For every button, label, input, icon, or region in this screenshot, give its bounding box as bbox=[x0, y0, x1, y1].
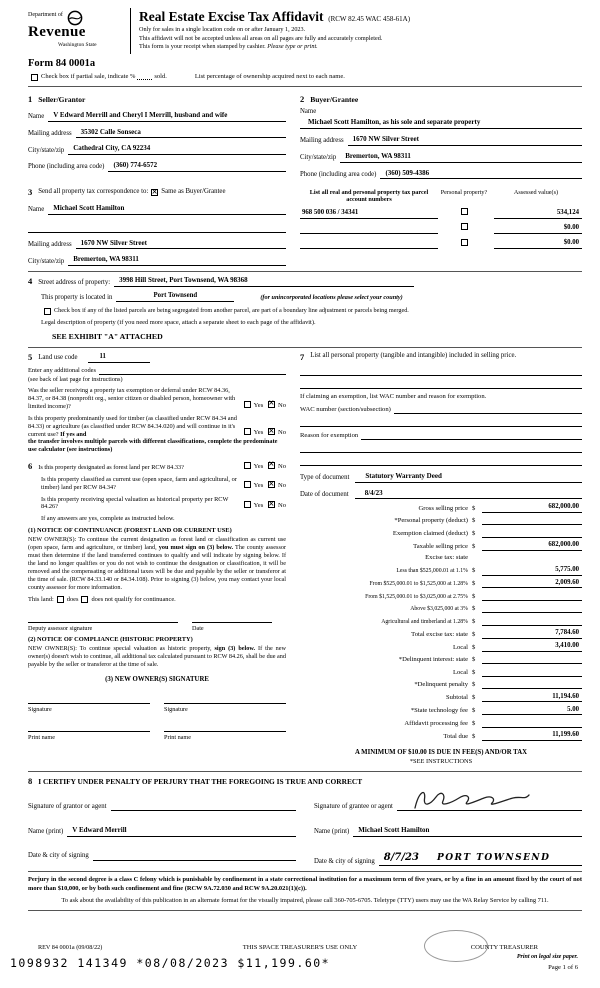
land-use-section bbox=[28, 352, 286, 766]
tax-value-field[interactable] bbox=[482, 604, 582, 613]
ownership-percentage-note: List percentage of ownership acquired next to each name. bbox=[194, 73, 345, 81]
deferral-question: Was the seller receiving a property tax exemption or deferral under RCW 84.36, 84.37, or 84.38 (nonprofit org., senior citizen or disabled person, homeowner with limited income)? bbox=[28, 387, 236, 411]
form-head bbox=[28, 57, 582, 81]
same-as-buyer-checkbox[interactable] bbox=[151, 189, 158, 196]
if-yes-note: If any answers are yes, complete as instructed below. bbox=[41, 515, 175, 523]
tax-value-field[interactable]: 11,199.60 bbox=[482, 731, 582, 740]
print-legal-note: Print on legal size paper. bbox=[516, 954, 578, 960]
personal-property-list-field[interactable] bbox=[300, 363, 582, 376]
assessed-value-field[interactable]: $0.00 bbox=[494, 224, 582, 234]
tax-value-field[interactable]: 682,000.00 bbox=[482, 541, 582, 550]
document-type-field[interactable]: Statutory Warranty Deed bbox=[355, 472, 582, 483]
subtotal-row: Subtotal $ 11,194.60 bbox=[300, 693, 582, 702]
parcel-number-field[interactable] bbox=[300, 224, 438, 234]
parcel-row bbox=[300, 223, 582, 234]
land-use-code-label: Land use code bbox=[38, 354, 78, 362]
handwritten-signature bbox=[409, 786, 534, 814]
name-label: Name bbox=[28, 206, 45, 214]
date-city-label: Date & city of signing bbox=[314, 857, 375, 865]
buyer-phone-row bbox=[300, 169, 582, 180]
seller-mailing-row bbox=[28, 128, 286, 139]
grantee-signature-field[interactable] bbox=[397, 802, 582, 811]
tier1-rate-row: Less than $525,000.01 at 1.1% $ 5,775.00 bbox=[300, 566, 582, 575]
assessed-value-field[interactable]: 534,124 bbox=[494, 209, 582, 219]
correspondence-csz-row bbox=[28, 255, 286, 266]
buyer-phone-field[interactable]: (360) 509-4386 bbox=[380, 169, 582, 180]
dollar-sign: $ bbox=[472, 617, 476, 625]
buyer-grantee-section bbox=[300, 91, 582, 179]
tax-value-field[interactable]: 2,009.60 bbox=[482, 579, 582, 588]
yes-label: Yes bbox=[253, 482, 264, 490]
tax-value-field[interactable] bbox=[482, 516, 582, 525]
header-divider bbox=[130, 8, 131, 54]
correspondence-name-field[interactable]: Michael Scott Hamilton bbox=[48, 204, 286, 215]
parcel-table bbox=[300, 187, 582, 266]
mailing-address-label: Mailing address bbox=[28, 241, 72, 248]
located-in-label: This property is located in bbox=[41, 293, 113, 301]
blank-field[interactable] bbox=[300, 440, 582, 453]
dollar-sign: $ bbox=[472, 694, 476, 702]
seller-name-field[interactable]: V Edward Merrill and Cheryl I Merrill, husband and wife bbox=[48, 111, 286, 122]
street-address-label: Street address of property: bbox=[38, 278, 111, 286]
additional-codes-field[interactable] bbox=[99, 367, 286, 375]
blank-field[interactable] bbox=[28, 221, 286, 233]
name-label: Name bbox=[28, 113, 45, 121]
personal-property-deduct-row: *Personal property (deduct) $ bbox=[300, 516, 582, 525]
tax-value-field[interactable] bbox=[482, 592, 582, 601]
footer bbox=[0, 936, 600, 988]
tax-table bbox=[300, 503, 582, 741]
grantor-signature-field[interactable] bbox=[111, 802, 296, 811]
section-4-number: 4 bbox=[28, 276, 33, 287]
section-7-number: 7 bbox=[300, 351, 305, 362]
grantee-date-city-field[interactable] bbox=[379, 852, 582, 867]
tax-value-field[interactable]: 682,000.00 bbox=[482, 503, 582, 512]
local-tax-row: Local $ 3,410.00 bbox=[300, 642, 582, 651]
new-owner-signature-title: (3) NEW OWNER(S) SIGNATURE bbox=[105, 676, 209, 684]
section-3-heading bbox=[28, 187, 286, 198]
legal-description-label: Legal description of property (if you need more space, attach a separate sheet to each page of the affidavit). bbox=[41, 319, 316, 327]
dollar-sign: $ bbox=[472, 707, 476, 715]
page-indicator: Page 1 of 6 bbox=[548, 964, 578, 971]
section-5-number: 5 bbox=[28, 351, 33, 362]
header-title-block bbox=[139, 8, 582, 52]
total-due-row: Total due $ 11,199.60 bbox=[300, 731, 582, 740]
grantor-date-city-field[interactable] bbox=[93, 852, 296, 861]
timber-question: Is this property predominantly used for timber (as classified under RCW 84.34 and 84.33) or agriculture (as classified under RCW 84.34.020) and will continue in it's current use? bbox=[28, 414, 237, 438]
phone-label: Phone (including area code) bbox=[28, 163, 105, 171]
historic-yes-checkbox[interactable] bbox=[244, 501, 251, 508]
perjury-statement: Perjury in the second degree is a class C felony which is punishable by confinement in a state correctional institution for a maximum term of five years, or by a fine in an amount fixed by the court of not more than $10,000, or by both such confinement and fine (RCW 9A.72.030 and RCW 9A.20.021(1)(c)). bbox=[28, 876, 582, 892]
legal-description-value: SEE EXHIBIT "A" ATTACHED bbox=[52, 332, 163, 342]
county-treasurer-label: COUNTY TREASURER bbox=[470, 944, 538, 951]
dollar-sign: $ bbox=[472, 580, 476, 588]
additional-codes-label: Enter any additional codes bbox=[28, 366, 96, 374]
partial-sale-row bbox=[28, 73, 582, 81]
same-as-buyer-label: Same as Buyer/Grantee bbox=[161, 188, 226, 196]
partial-sale-label: Check box if partial sale, indicate % bbox=[41, 73, 136, 81]
dollar-sign: $ bbox=[472, 517, 476, 525]
personal-property-list-label: List all personal property (tangible and intangible) included in selling price. bbox=[310, 351, 517, 359]
exemption-intro-label: If claiming an exemption, list WAC number and reason for exemption. bbox=[300, 392, 487, 400]
seller-phone-field[interactable]: (360) 774-6572 bbox=[108, 161, 286, 172]
segregated-label: Check box if any of the listed parcels are being segregated from another parcel, are part of a boundary line adjustment or parcels being merged. bbox=[54, 307, 409, 315]
tax-value-field[interactable] bbox=[482, 529, 582, 538]
header bbox=[28, 8, 582, 54]
correspondence-mailing-field[interactable]: 1670 NW Silver Street bbox=[76, 239, 286, 250]
tax-value-field[interactable]: 5.00 bbox=[482, 706, 582, 715]
section-2-number: 2 bbox=[300, 94, 305, 105]
current-use-yes-checkbox[interactable] bbox=[244, 481, 251, 488]
buyer-mailing-row bbox=[300, 135, 582, 146]
page-title: Real Estate Excise Tax Affidavit bbox=[139, 9, 324, 24]
street-address-field[interactable]: 3998 Hill Street, Port Townsend, WA 98368 bbox=[114, 276, 414, 287]
seller-mailing-field[interactable]: 35302 Calle Sonseca bbox=[76, 128, 286, 139]
deferral-no-checkbox[interactable] bbox=[268, 401, 275, 408]
tax-computation-section bbox=[300, 352, 582, 766]
personal-property-checkbox[interactable] bbox=[461, 223, 468, 230]
forest-land-question: Is this property designated as forest land per RCW 84.33? bbox=[38, 463, 184, 471]
historic-question: Is this property receiving special valuation as historical property per RCW 84.26? bbox=[41, 495, 229, 511]
does-label: does bbox=[66, 595, 79, 603]
handwritten-city: PORT TOWNSEND bbox=[436, 852, 551, 863]
dollar-sign: $ bbox=[472, 732, 476, 740]
forest-land-question-row bbox=[28, 461, 286, 472]
agricultural-rate-row: Agricultural and timberland at 1.28% $ bbox=[300, 617, 582, 626]
city-state-zip-label: City/state/zip bbox=[28, 146, 65, 154]
washington-state-label: Washington State bbox=[58, 41, 97, 48]
personal-property-header: Personal property? bbox=[440, 189, 488, 197]
predominate-use-note: the transfer involves multiple parcels with different classifications, complete the predominate use calculator (see instructions) bbox=[28, 438, 278, 454]
parcel-number-field[interactable]: 968 500 036 / 34341 bbox=[300, 209, 438, 219]
certify-statement: I CERTIFY UNDER PENALTY OF PERJURY THAT THE FOREGOING IS TRUE AND CORRECT bbox=[38, 777, 363, 787]
dollar-sign: $ bbox=[472, 719, 476, 727]
sold-label: sold. bbox=[154, 73, 167, 81]
document-date-label: Date of document bbox=[300, 490, 349, 498]
document-type-label: Type of document bbox=[300, 474, 350, 482]
property-location-section bbox=[28, 276, 582, 342]
grantee-print-name-field[interactable]: Michael Scott Hamilton bbox=[353, 826, 582, 837]
wac-number-label: WAC number (section/subsection) bbox=[300, 405, 391, 413]
blank-field[interactable] bbox=[300, 414, 582, 427]
buyer-csz-field[interactable]: Bremerton, WA 98311 bbox=[340, 152, 582, 163]
tax-correspondence-section bbox=[28, 187, 582, 266]
name-label: Name bbox=[300, 107, 317, 115]
excise-tax-state-row: Excise tax: state bbox=[425, 554, 468, 562]
section-3-number: 3 bbox=[28, 187, 33, 198]
delinquent-interest-state-row: *Delinquent interest: state $ bbox=[300, 655, 582, 664]
section-divider bbox=[28, 771, 582, 772]
treasurer-use-only-label: THIS SPACE TREASURER'S USE ONLY bbox=[242, 944, 358, 951]
new-owner-signature-field[interactable] bbox=[28, 701, 150, 704]
notice-of-continuance-text: NEW OWNER(S): To continue the current designation as forest land or classification as current use (open space, farm and agriculture, or timber) land, you must sign on (3) below. The county assessor must then determine if the land transferred continues to qualify and will indicate by signing below. If the land no longer qualifies or you do not wish to continue the designation or classification, it will be removed and the compensating or additional taxes will be due and payable by the seller or transferor at the time of sale. (RCW 84.33.140 or 84.34.108). Prior to signing (3) below, you may contact your local county assessor for more information. bbox=[28, 536, 287, 591]
historic-no-checkbox[interactable] bbox=[268, 501, 275, 508]
dollar-sign: $ bbox=[472, 656, 476, 664]
signature-label: Signature bbox=[164, 705, 188, 713]
does-not-checkbox[interactable] bbox=[81, 596, 88, 603]
buyer-csz-row bbox=[300, 152, 582, 163]
seller-name-row bbox=[28, 111, 286, 122]
tier4-rate-row: Above $3,025,000 at 3% $ bbox=[300, 604, 582, 613]
section-6-number: 6 bbox=[28, 461, 33, 472]
dollar-sign: $ bbox=[472, 567, 476, 575]
exemption-reason-field[interactable] bbox=[361, 430, 582, 440]
correspondence-csz-field[interactable]: Bremerton, WA 98311 bbox=[68, 255, 286, 266]
city-state-zip-label: City/state/zip bbox=[300, 154, 337, 162]
dollar-sign: $ bbox=[472, 504, 476, 512]
phone-label: Phone (including area code) bbox=[300, 170, 377, 178]
does-not-label: does not qualify for continuance. bbox=[91, 595, 176, 603]
accessibility-note: To ask about the availability of this publication in an alternate format for the visually impaired, please call 360-705-6705. Teletype (TTY) users may use the WA Relay Service by calling 711. bbox=[61, 896, 549, 904]
parties-section bbox=[28, 91, 582, 179]
date-city-label: Date & city of signing bbox=[28, 852, 89, 860]
notice-of-compliance-text: NEW OWNER(S): To continue special valuation as historic property, sign (3) below. If the new owner(s) doesn't wish to continue, all additional tax calculated pursuant to RCW 84.26, shall be due and payable by the seller or transferor at the time of sale. bbox=[28, 645, 286, 669]
correspondence-name-row bbox=[28, 204, 286, 215]
tax-value-field[interactable] bbox=[482, 617, 582, 626]
exemption-claimed-row: Exemption claimed (deduct) $ bbox=[300, 529, 582, 538]
handwritten-date: 8/7/23 bbox=[383, 851, 419, 863]
assessed-value-header: Assessed value(s) bbox=[513, 189, 559, 197]
parcel-row bbox=[300, 208, 582, 219]
current-use-question-row bbox=[41, 476, 286, 492]
does-checkbox[interactable] bbox=[57, 596, 64, 603]
correspondence-mailing-row bbox=[28, 239, 286, 250]
deputy-assessor-signature-label: Deputy assessor signature bbox=[28, 624, 93, 632]
total-excise-state-row: Total excise tax: state $ 7,784.60 bbox=[300, 629, 582, 638]
name-print-label: Name (print) bbox=[28, 828, 64, 836]
dollar-sign: $ bbox=[472, 605, 476, 613]
dollar-sign: $ bbox=[472, 542, 476, 550]
grantee-signature-label: Signature of grantee or agent bbox=[314, 802, 393, 810]
seller-phone-row bbox=[28, 161, 286, 172]
tax-value-field[interactable]: 7,784.60 bbox=[482, 629, 582, 638]
dor-logo bbox=[28, 8, 126, 49]
perjury-section bbox=[28, 876, 582, 905]
wac-number-field[interactable] bbox=[394, 404, 582, 414]
processing-fee-row: Affidavit processing fee $ bbox=[300, 719, 582, 728]
personal-property-checkbox[interactable] bbox=[461, 208, 468, 215]
tax-value-field[interactable] bbox=[482, 655, 582, 664]
gross-selling-price-row: Gross selling price $ 682,000.00 bbox=[300, 503, 582, 512]
delinquent-interest-local-row: Local $ bbox=[300, 668, 582, 677]
deputy-date-field[interactable] bbox=[192, 620, 272, 623]
section-1-number: 1 bbox=[28, 94, 33, 105]
personal-property-checkbox[interactable] bbox=[461, 239, 468, 246]
land-use-code-field[interactable]: 11 bbox=[88, 353, 150, 362]
new-owner-print-name-field[interactable] bbox=[28, 729, 150, 732]
tier3-rate-row: From $1,525,000.01 to $3,025,000 at 2.75% $ bbox=[300, 592, 582, 601]
no-label: No bbox=[277, 429, 286, 437]
deferral-yes-checkbox[interactable] bbox=[244, 401, 251, 408]
tier2-rate-row: From $525,000.01 to $1,525,000 at 1.28% $ 2,009.60 bbox=[300, 579, 582, 588]
parcel-number-field[interactable] bbox=[300, 239, 438, 249]
forest-no-checkbox[interactable] bbox=[268, 462, 275, 469]
forest-yes-checkbox[interactable] bbox=[244, 462, 251, 469]
partial-sale-checkbox[interactable] bbox=[31, 74, 38, 81]
historic-question-row bbox=[41, 496, 286, 512]
dollar-sign: $ bbox=[472, 529, 476, 537]
new-owner-print-name-field[interactable] bbox=[164, 729, 286, 732]
section-divider bbox=[28, 871, 582, 872]
new-owner-signature-field[interactable] bbox=[164, 701, 286, 704]
taxable-selling-price-row: Taxable selling price $ 682,000.00 bbox=[300, 541, 582, 550]
continuance-qualify-row bbox=[28, 596, 286, 604]
technology-fee-row: *State technology fee $ 5.00 bbox=[300, 706, 582, 715]
section-divider bbox=[28, 86, 582, 87]
seller-grantor-section bbox=[28, 91, 286, 179]
dollar-sign: $ bbox=[472, 630, 476, 638]
department-of-label: Department of bbox=[28, 12, 63, 18]
section-divider bbox=[28, 271, 582, 272]
document-date-field[interactable]: 8/4/23 bbox=[355, 489, 582, 500]
seller-csz-field[interactable]: Cathedral City, CA 92234 bbox=[68, 144, 286, 155]
print-name-label: Print name bbox=[164, 734, 191, 742]
rev-form-number: REV 84 0001a (09/08/22) bbox=[38, 944, 103, 951]
delinquent-penalty-row: *Delinquent penalty $ bbox=[300, 680, 582, 689]
dollar-sign: $ bbox=[472, 592, 476, 600]
section-8-number: 8 bbox=[28, 776, 33, 787]
revenue-wordmark: Revenue bbox=[28, 24, 86, 40]
deputy-assessor-signature-field[interactable] bbox=[28, 620, 178, 623]
segregated-checkbox[interactable] bbox=[44, 308, 51, 315]
notice-of-compliance-title: (2) NOTICE OF COMPLIANCE (HISTORIC PROPERTY) bbox=[28, 636, 193, 644]
notice-of-continuance-title: (1) NOTICE OF CONTINUANCE (FOREST LAND OR CURRENT USE) bbox=[28, 527, 232, 535]
header-note-3: This form is your receipt when stamped by cashier. Please type or print. bbox=[139, 43, 318, 51]
mailing-address-label: Mailing address bbox=[300, 137, 344, 145]
dollar-sign: $ bbox=[472, 643, 476, 651]
grantor-signature-label: Signature of grantor or agent bbox=[28, 802, 107, 810]
buyer-name-field[interactable]: Michael Scott Hamilton, as his sole and separate property bbox=[300, 118, 582, 129]
no-label: No bbox=[277, 462, 286, 470]
seller-grantor-title: Seller/Grantor bbox=[38, 95, 86, 105]
tax-value-field[interactable]: 11,194.60 bbox=[482, 693, 582, 702]
certification-section bbox=[28, 776, 582, 866]
city-state-zip-label: City/state/zip bbox=[28, 257, 65, 265]
dollar-sign: $ bbox=[472, 681, 476, 689]
personal-property-list-field[interactable] bbox=[300, 376, 582, 389]
see-back-instructions: (see back of last page for instructions) bbox=[28, 375, 123, 383]
no-label: No bbox=[277, 482, 286, 490]
see-instructions-note: *SEE INSTRUCTIONS bbox=[409, 758, 473, 766]
current-use-no-checkbox[interactable] bbox=[268, 481, 275, 488]
yes-label: Yes bbox=[253, 462, 264, 470]
buyer-grantee-title: Buyer/Grantee bbox=[310, 95, 359, 105]
seller-csz-row bbox=[28, 144, 286, 155]
yes-label: Yes bbox=[253, 401, 264, 409]
rcw-reference: (RCW 82.45 WAC 458-61A) bbox=[328, 15, 411, 23]
send-correspondence-label: Send all property tax correspondence to: bbox=[38, 188, 149, 196]
yes-label: Yes bbox=[253, 429, 264, 437]
form-number: Form 84 0001a bbox=[28, 58, 96, 69]
exemption-reason-label: Reason for exemption bbox=[300, 431, 359, 439]
print-name-label: Print name bbox=[28, 734, 55, 742]
minimum-due-note: A MINIMUM OF $10.00 IS DUE IN FEE(S) AND/OR TAX bbox=[354, 748, 528, 756]
unincorporated-note: (for unincorporated locations please select your county) bbox=[260, 293, 403, 301]
section-divider bbox=[28, 910, 582, 911]
header-note-2: This affidavit will not be accepted unless all areas on all pages are fully and accurately completed. bbox=[139, 34, 383, 42]
timber-no-checkbox[interactable] bbox=[268, 428, 275, 435]
timber-question-row: Is this property predominantly used for timber (as classified under RCW 84.34 and 84.33) or agriculture (as classified under RCW 84.34.020) and will continue in it's current use? If yes and Yes × No bbox=[28, 415, 286, 439]
tax-value-field[interactable]: 5,775.00 bbox=[482, 566, 582, 575]
name-print-label: Name (print) bbox=[314, 828, 350, 836]
parcel-numbers-header: List all real and personal property tax parcel account numbers bbox=[309, 189, 429, 204]
signature-label: Signature bbox=[28, 705, 52, 713]
parcel-row bbox=[300, 239, 582, 250]
located-in-field[interactable]: Port Townsend bbox=[116, 292, 234, 302]
no-label: No bbox=[277, 502, 286, 510]
buyer-mailing-field[interactable]: 1670 NW Silver Street bbox=[348, 135, 582, 146]
header-note-1: Only for sales in a single location code on or after January 1, 2023. bbox=[139, 25, 306, 33]
grantor-print-name-field[interactable]: V Edward Merrill bbox=[67, 826, 296, 837]
percent-sold-field[interactable] bbox=[137, 74, 152, 80]
tax-value-field[interactable] bbox=[482, 719, 582, 728]
date-label: Date bbox=[192, 624, 204, 632]
current-use-question: Is this property classified as current use (open space, farm and agricultural, or timber) land per RCW 84.34? bbox=[41, 475, 237, 491]
assessed-value-field[interactable]: $0.00 bbox=[494, 239, 582, 249]
blank-field[interactable] bbox=[300, 453, 582, 466]
tax-value-field[interactable] bbox=[482, 680, 582, 689]
timber-yes-checkbox[interactable] bbox=[244, 428, 251, 435]
section-divider bbox=[28, 347, 582, 348]
no-label: No bbox=[277, 401, 286, 409]
tax-value-field[interactable] bbox=[482, 668, 582, 677]
mailing-address-label: Mailing address bbox=[28, 129, 72, 137]
this-land-label: This land: bbox=[28, 595, 54, 603]
deferral-question-row bbox=[28, 387, 286, 411]
dollar-sign: $ bbox=[472, 668, 476, 676]
yes-label: Yes bbox=[253, 502, 264, 510]
tax-value-field[interactable]: 3,410.00 bbox=[482, 642, 582, 651]
cashier-stamp: 1098932 141349 *08/08/2023 $11,199.60* bbox=[10, 956, 331, 970]
